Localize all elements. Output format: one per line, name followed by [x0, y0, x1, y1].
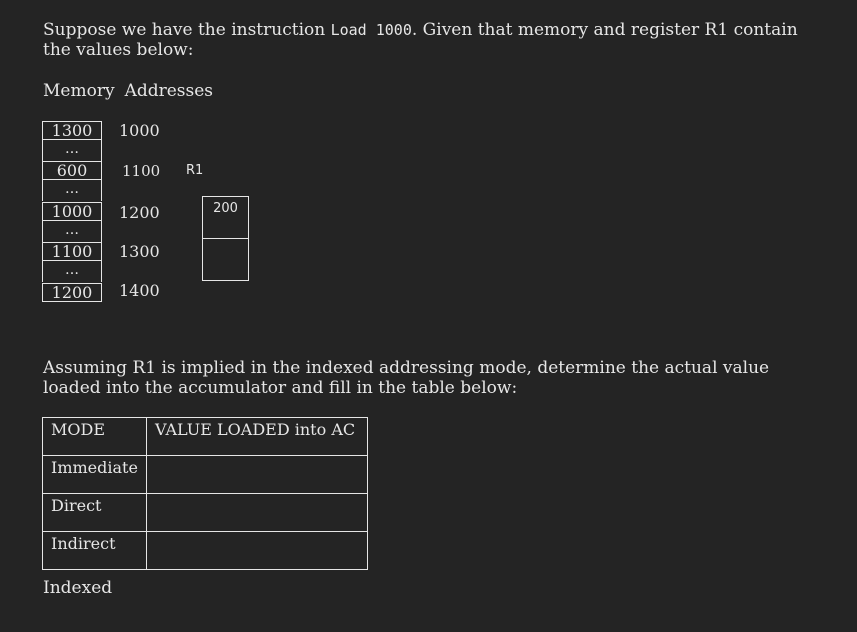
table-row: [43, 494, 368, 532]
value-cell-immediate[interactable]: [147, 456, 368, 494]
register-label: R1: [186, 163, 204, 178]
mode-indirect: Indirect: [43, 532, 147, 570]
value-cell-indirect[interactable]: [147, 532, 368, 570]
addresses-label: Addresses: [124, 81, 214, 101]
assumption-text: Assuming R1 is implied in the indexed addressing mode, determine the actual value loaded into the accumulator and fill in the table below:: [43, 358, 770, 398]
memory-header: [43, 81, 223, 101]
memory-cell-5: 1200: [42, 283, 102, 302]
mode-immediate: Immediate: [43, 456, 147, 494]
memory-cell-3: 1000: [42, 202, 102, 221]
table-row: [43, 532, 368, 570]
address-5: 1400: [119, 281, 160, 300]
register-r1-empty: [202, 238, 249, 281]
intro-text: [43, 20, 823, 60]
value-cell-direct[interactable]: [147, 494, 368, 532]
memory-ellipsis: …: [42, 140, 102, 161]
intro-pre: Suppose we have the instruction: [43, 20, 331, 40]
address-2: 1100: [122, 162, 161, 180]
memory-cell-2: 600: [42, 161, 102, 180]
memory-ellipsis: …: [42, 261, 102, 282]
address-3: 1200: [119, 203, 160, 222]
instruction-code: Load 1000: [330, 21, 412, 39]
mode-indexed: Indexed: [43, 578, 113, 598]
table-header-row: [43, 418, 368, 456]
table-row: [43, 456, 368, 494]
memory-cell-4: 1100: [42, 242, 102, 261]
memory-label: Memory: [43, 81, 115, 101]
memory-ellipsis: …: [42, 180, 102, 201]
mode-direct: Direct: [43, 494, 147, 532]
value-header: VALUE LOADED into AC: [147, 418, 368, 456]
address-4: 1300: [119, 242, 160, 261]
register-r1-value: 200: [202, 196, 249, 239]
intro-post: . Given that memory and register R1 contain the values below:: [43, 20, 798, 60]
modes-table: [42, 417, 368, 570]
memory-ellipsis: …: [42, 221, 102, 242]
address-1: 1000: [119, 121, 160, 140]
memory-cell-1: 1300: [42, 121, 102, 140]
mode-header: MODE: [43, 418, 147, 456]
